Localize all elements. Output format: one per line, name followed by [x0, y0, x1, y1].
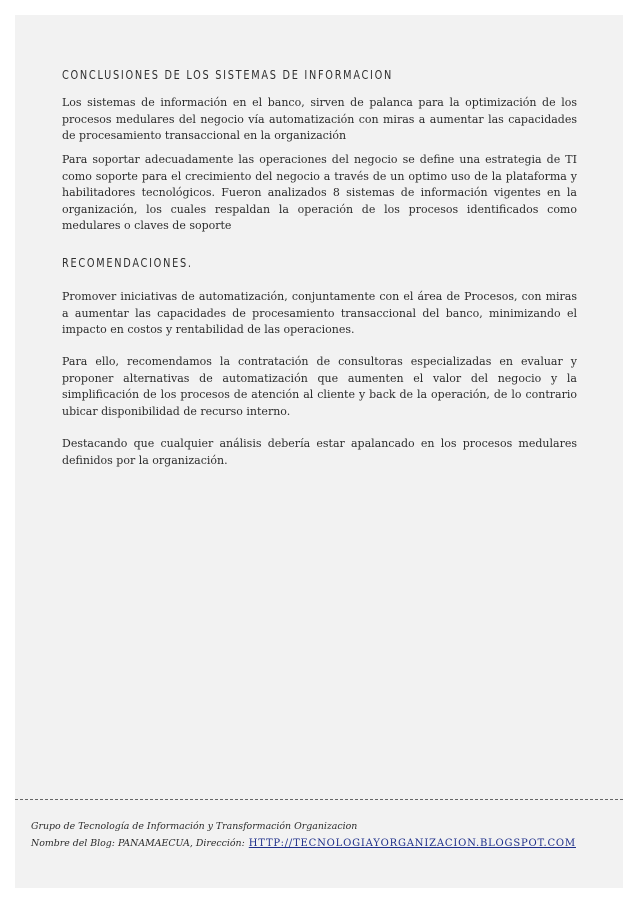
paragraph-conclusiones-1: Los sistemas de información en el banco, sirven de palanca para la optimización de los procesos medulares del negocio vía automatización con miras a aumentar las capacidades de procesamiento transaccional en la organización [62, 96, 577, 142]
paragraph-conclusiones-2: Para soportar adecuadamente las operaciones del negocio se define una estrategia de TI como soporte para el crecimiento del negocio a través de un optimo uso de la plataforma y habilitadores tecnológicos. Fueron analizados 8 sistemas de información vigentes en la organización, los cuales respaldan la operación de los procesos identificados como medulares o claves de soporte [62, 153, 577, 232]
section-heading-conclusiones: CONCLUSIONES DE LOS SISTEMAS DE INFORMACION [62, 67, 394, 82]
footer-blog-label: Nombre del Blog: PANAMAECUA, Dirección: [31, 838, 245, 849]
paragraph-recomendaciones-3: Destacando que cualquier análisis debería estar apalancado en los procesos medulares definidos por la organización. [62, 437, 577, 467]
document-page [15, 15, 623, 888]
section-heading-recomendaciones: RECOMENDACIONES. [62, 255, 193, 270]
footer-group-name: Grupo de Tecnología de Información y Transformación Organizacion [31, 821, 358, 832]
paragraph-recomendaciones-1: Promover iniciativas de automatización, conjuntamente con el área de Procesos, con miras a aumentar las capacidades de procesamiento transaccional del banco, minimizando el impacto en costos y rentabilidad de las operaciones. [62, 290, 577, 336]
blog-link[interactable]: HTTP://TECNOLOGIAYORGANIZACION.BLOGSPOT.COM [248, 838, 576, 849]
footer-divider [15, 799, 623, 800]
footer-blog-line [31, 838, 576, 849]
paragraph-recomendaciones-2: Para ello, recomendamos la contratación de consultoras especializadas en evaluar y proponer alternativas de automatización que aumenten el valor del negocio y la simplificación de los procesos de atención al cliente y back de la operación, de lo contrario ubicar disponibilidad de recurso interno. [62, 355, 577, 418]
